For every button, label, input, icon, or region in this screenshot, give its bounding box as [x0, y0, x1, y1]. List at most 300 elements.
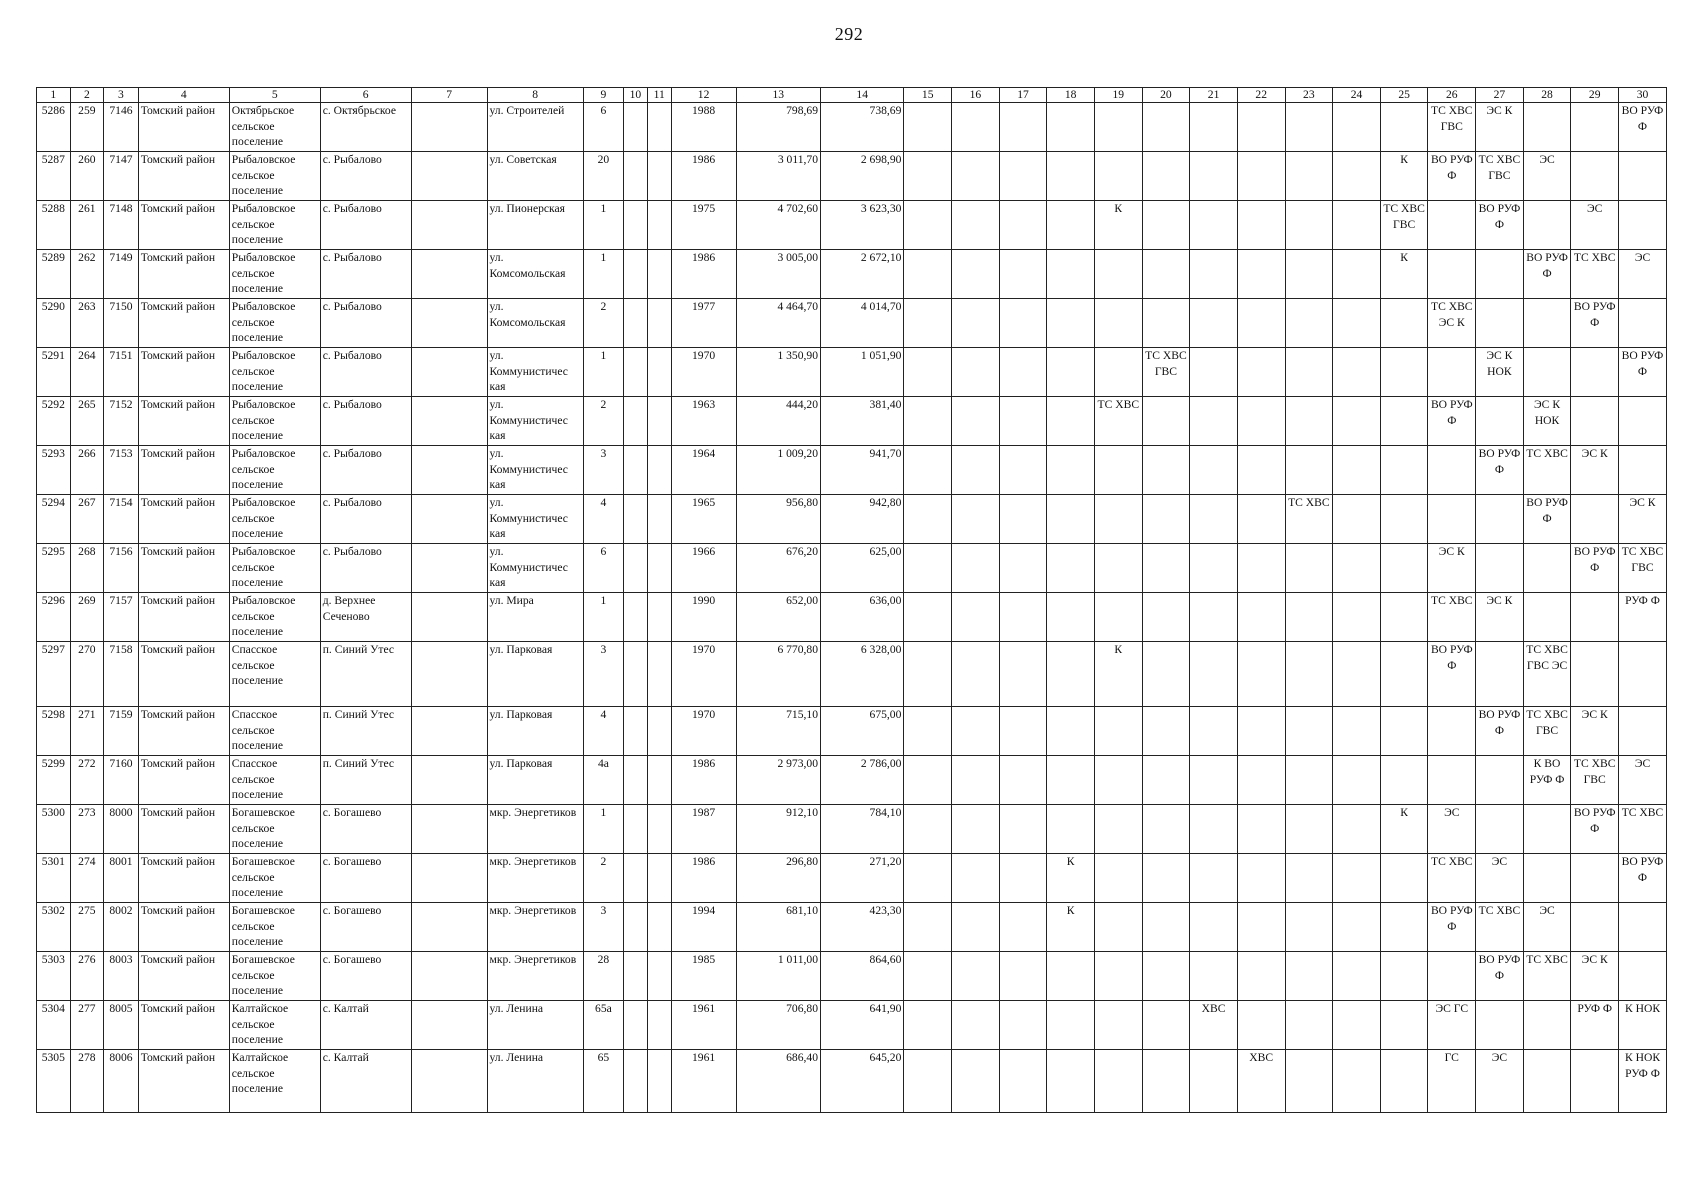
record-number: 5295: [37, 544, 71, 593]
service-cell-28: ЭС: [1523, 903, 1571, 952]
settlement-cell: Рыбаловское сельское поселение: [229, 446, 320, 495]
house-number-cell: 65: [583, 1050, 623, 1113]
service-cell-29: ЭС: [1571, 201, 1619, 250]
service-cell-19: [1094, 756, 1142, 805]
total-area-cell: 4 702,60: [736, 201, 820, 250]
service-cell-27: ЭС К: [1476, 593, 1524, 642]
living-area-cell: 864,60: [821, 952, 904, 1001]
district-cell: Томский район: [138, 952, 229, 1001]
service-cell-29: ТС ХВС ГВС: [1571, 756, 1619, 805]
settlement-cell: Спасское сельское поселение: [229, 756, 320, 805]
object-id: 7149: [104, 250, 139, 299]
service-cell-20: [1142, 152, 1190, 201]
locality-cell: с. Рыбалово: [320, 348, 411, 397]
empty-cell-7: [411, 642, 487, 707]
service-cell-23: [1285, 397, 1333, 446]
service-cell-17: [999, 756, 1047, 805]
local-number: 274: [70, 854, 104, 903]
service-cell-30: [1619, 903, 1667, 952]
service-cell-25: ТС ХВС ГВС: [1380, 201, 1428, 250]
service-cell-20: [1142, 299, 1190, 348]
local-number: 263: [70, 299, 104, 348]
service-cell-26: ЭС ГС: [1428, 1001, 1476, 1050]
service-cell-16: [952, 593, 1000, 642]
service-cell-23: [1285, 854, 1333, 903]
service-cell-24: [1333, 397, 1381, 446]
living-area-cell: 6 328,00: [821, 642, 904, 707]
empty-cell-10: [623, 299, 647, 348]
service-cell-19: [1094, 854, 1142, 903]
table-row: [37, 397, 1667, 446]
service-cell-29: [1571, 642, 1619, 707]
service-cell-25: [1380, 854, 1428, 903]
district-cell: Томский район: [138, 348, 229, 397]
record-number: 5299: [37, 756, 71, 805]
street-cell: ул. Советская: [487, 152, 583, 201]
build-year-cell: 1986: [671, 756, 736, 805]
service-cell-26: [1428, 952, 1476, 1001]
house-number-cell: 1: [583, 593, 623, 642]
empty-cell-10: [623, 593, 647, 642]
service-cell-15: [904, 299, 952, 348]
service-cell-17: [999, 152, 1047, 201]
district-cell: Томский район: [138, 152, 229, 201]
service-cell-20: [1142, 642, 1190, 707]
service-cell-17: [999, 544, 1047, 593]
build-year-cell: 1987: [671, 805, 736, 854]
settlement-cell: Рыбаловское сельское поселение: [229, 593, 320, 642]
table-row: [37, 854, 1667, 903]
service-cell-21: [1190, 544, 1238, 593]
build-year-cell: 1986: [671, 250, 736, 299]
living-area-cell: 2 672,10: [821, 250, 904, 299]
street-cell: ул. Парковая: [487, 642, 583, 707]
service-cell-30: [1619, 201, 1667, 250]
service-cell-20: [1142, 1001, 1190, 1050]
service-cell-22: [1237, 201, 1285, 250]
service-cell-24: [1333, 348, 1381, 397]
table-row: [37, 952, 1667, 1001]
service-cell-15: [904, 593, 952, 642]
service-cell-15: [904, 952, 952, 1001]
locality-cell: с. Калтай: [320, 1050, 411, 1113]
service-cell-30: ВО РУФ Ф: [1619, 348, 1667, 397]
service-cell-18: [1047, 544, 1095, 593]
service-cell-30: ЭС К: [1619, 495, 1667, 544]
locality-cell: с. Калтай: [320, 1001, 411, 1050]
service-cell-15: [904, 1050, 952, 1113]
empty-cell-7: [411, 201, 487, 250]
object-id: 7151: [104, 348, 139, 397]
service-cell-20: [1142, 952, 1190, 1001]
service-cell-22: [1237, 854, 1285, 903]
build-year-cell: 1966: [671, 544, 736, 593]
living-area-cell: 941,70: [821, 446, 904, 495]
empty-cell-10: [623, 1001, 647, 1050]
total-area-cell: 3 005,00: [736, 250, 820, 299]
service-cell-23: [1285, 152, 1333, 201]
locality-cell: с. Рыбалово: [320, 201, 411, 250]
service-cell-21: [1190, 952, 1238, 1001]
house-number-cell: 4: [583, 495, 623, 544]
table-row: [37, 495, 1667, 544]
empty-cell-11: [647, 103, 671, 152]
locality-cell: с. Богашево: [320, 952, 411, 1001]
build-year-cell: 1988: [671, 103, 736, 152]
service-cell-28: К ВО РУФ Ф: [1523, 756, 1571, 805]
total-area-cell: 798,69: [736, 103, 820, 152]
local-number: 265: [70, 397, 104, 446]
service-cell-17: [999, 1050, 1047, 1113]
table-row: [37, 903, 1667, 952]
settlement-cell: Рыбаловское сельское поселение: [229, 397, 320, 446]
column-number-6: 6: [320, 88, 411, 103]
total-area-cell: 1 009,20: [736, 446, 820, 495]
empty-cell-7: [411, 593, 487, 642]
service-cell-25: К: [1380, 152, 1428, 201]
service-cell-26: ВО РУФ Ф: [1428, 152, 1476, 201]
service-cell-21: [1190, 707, 1238, 756]
column-number-8: 8: [487, 88, 583, 103]
service-cell-28: [1523, 593, 1571, 642]
total-area-cell: 676,20: [736, 544, 820, 593]
service-cell-23: [1285, 707, 1333, 756]
column-number-4: 4: [138, 88, 229, 103]
service-cell-25: [1380, 348, 1428, 397]
empty-cell-11: [647, 805, 671, 854]
service-cell-19: К: [1094, 201, 1142, 250]
empty-cell-7: [411, 299, 487, 348]
service-cell-30: [1619, 397, 1667, 446]
service-cell-22: [1237, 544, 1285, 593]
service-cell-15: [904, 707, 952, 756]
settlement-cell: Богашевское сельское поселение: [229, 903, 320, 952]
service-cell-20: [1142, 397, 1190, 446]
service-cell-27: [1476, 756, 1524, 805]
locality-cell: с. Рыбалово: [320, 152, 411, 201]
service-cell-24: [1333, 952, 1381, 1001]
service-cell-29: [1571, 495, 1619, 544]
service-cell-21: [1190, 348, 1238, 397]
settlement-cell: Богашевское сельское поселение: [229, 952, 320, 1001]
settlement-cell: Рыбаловское сельское поселение: [229, 201, 320, 250]
service-cell-28: [1523, 1001, 1571, 1050]
service-cell-22: [1237, 903, 1285, 952]
service-cell-23: [1285, 1001, 1333, 1050]
service-cell-21: [1190, 299, 1238, 348]
service-cell-17: [999, 250, 1047, 299]
house-number-cell: 4: [583, 707, 623, 756]
service-cell-21: [1190, 250, 1238, 299]
empty-cell-10: [623, 854, 647, 903]
service-cell-28: [1523, 348, 1571, 397]
service-cell-17: [999, 854, 1047, 903]
column-number-25: 25: [1380, 88, 1428, 103]
service-cell-19: [1094, 250, 1142, 299]
column-number-21: 21: [1190, 88, 1238, 103]
service-cell-26: [1428, 446, 1476, 495]
service-cell-17: [999, 103, 1047, 152]
house-number-cell: 4а: [583, 756, 623, 805]
service-cell-19: [1094, 446, 1142, 495]
service-cell-27: ВО РУФ Ф: [1476, 201, 1524, 250]
column-number-3: 3: [104, 88, 139, 103]
service-cell-29: [1571, 152, 1619, 201]
district-cell: Томский район: [138, 250, 229, 299]
service-cell-16: [952, 903, 1000, 952]
service-cell-20: [1142, 1050, 1190, 1113]
object-id: 8006: [104, 1050, 139, 1113]
table-row: [37, 348, 1667, 397]
house-number-cell: 1: [583, 348, 623, 397]
empty-cell-11: [647, 707, 671, 756]
district-cell: Томский район: [138, 756, 229, 805]
empty-cell-11: [647, 756, 671, 805]
empty-cell-7: [411, 103, 487, 152]
service-cell-18: [1047, 397, 1095, 446]
object-id: 8001: [104, 854, 139, 903]
service-cell-23: [1285, 250, 1333, 299]
service-cell-19: [1094, 1050, 1142, 1113]
service-cell-27: [1476, 1001, 1524, 1050]
build-year-cell: 1964: [671, 446, 736, 495]
service-cell-19: [1094, 593, 1142, 642]
service-cell-23: [1285, 756, 1333, 805]
table-row: [37, 707, 1667, 756]
empty-cell-11: [647, 642, 671, 707]
empty-cell-7: [411, 952, 487, 1001]
local-number: 260: [70, 152, 104, 201]
service-cell-28: [1523, 201, 1571, 250]
record-number: 5290: [37, 299, 71, 348]
empty-cell-11: [647, 201, 671, 250]
service-cell-17: [999, 299, 1047, 348]
column-number-row: [37, 88, 1667, 103]
service-cell-15: [904, 495, 952, 544]
service-cell-22: [1237, 593, 1285, 642]
total-area-cell: 706,80: [736, 1001, 820, 1050]
service-cell-29: ВО РУФ Ф: [1571, 805, 1619, 854]
locality-cell: п. Синий Утес: [320, 707, 411, 756]
empty-cell-10: [623, 348, 647, 397]
service-cell-26: ВО РУФ Ф: [1428, 397, 1476, 446]
service-cell-25: [1380, 103, 1428, 152]
object-id: 7160: [104, 756, 139, 805]
service-cell-26: ТС ХВС: [1428, 854, 1476, 903]
column-number-26: 26: [1428, 88, 1476, 103]
street-cell: ул. Мира: [487, 593, 583, 642]
district-cell: Томский район: [138, 397, 229, 446]
service-cell-23: [1285, 1050, 1333, 1113]
service-cell-29: [1571, 903, 1619, 952]
service-cell-24: [1333, 299, 1381, 348]
service-cell-20: [1142, 707, 1190, 756]
service-cell-26: ТС ХВС ЭС К: [1428, 299, 1476, 348]
service-cell-21: [1190, 446, 1238, 495]
service-cell-17: [999, 397, 1047, 446]
service-cell-24: [1333, 201, 1381, 250]
object-id: 8005: [104, 1001, 139, 1050]
service-cell-21: [1190, 397, 1238, 446]
local-number: 268: [70, 544, 104, 593]
service-cell-25: [1380, 707, 1428, 756]
service-cell-29: [1571, 103, 1619, 152]
street-cell: мкр. Энергетиков: [487, 903, 583, 952]
column-number-30: 30: [1619, 88, 1667, 103]
build-year-cell: 1994: [671, 903, 736, 952]
service-cell-17: [999, 201, 1047, 250]
living-area-cell: 942,80: [821, 495, 904, 544]
service-cell-19: [1094, 348, 1142, 397]
service-cell-29: [1571, 397, 1619, 446]
empty-cell-10: [623, 152, 647, 201]
district-cell: Томский район: [138, 854, 229, 903]
empty-cell-7: [411, 397, 487, 446]
service-cell-19: ТС ХВС: [1094, 397, 1142, 446]
street-cell: ул. Коммунистичес кая: [487, 495, 583, 544]
service-cell-25: К: [1380, 805, 1428, 854]
district-cell: Томский район: [138, 805, 229, 854]
district-cell: Томский район: [138, 1001, 229, 1050]
service-cell-18: [1047, 495, 1095, 544]
service-cell-29: ЭС К: [1571, 707, 1619, 756]
service-cell-20: [1142, 805, 1190, 854]
service-cell-18: [1047, 1001, 1095, 1050]
service-cell-26: [1428, 201, 1476, 250]
service-cell-17: [999, 446, 1047, 495]
house-number-cell: 65а: [583, 1001, 623, 1050]
service-cell-27: ВО РУФ Ф: [1476, 707, 1524, 756]
street-cell: ул. Парковая: [487, 756, 583, 805]
locality-cell: п. Синий Утес: [320, 642, 411, 707]
empty-cell-10: [623, 707, 647, 756]
table-row: [37, 446, 1667, 495]
service-cell-20: [1142, 103, 1190, 152]
record-number: 5289: [37, 250, 71, 299]
service-cell-15: [904, 1001, 952, 1050]
column-number-24: 24: [1333, 88, 1381, 103]
service-cell-17: [999, 1001, 1047, 1050]
column-number-17: 17: [999, 88, 1047, 103]
record-number: 5301: [37, 854, 71, 903]
street-cell: ул. Коммунистичес кая: [487, 397, 583, 446]
service-cell-15: [904, 642, 952, 707]
service-cell-20: [1142, 446, 1190, 495]
local-number: 272: [70, 756, 104, 805]
local-number: 269: [70, 593, 104, 642]
column-number-23: 23: [1285, 88, 1333, 103]
service-cell-16: [952, 152, 1000, 201]
service-cell-21: [1190, 903, 1238, 952]
service-cell-25: [1380, 299, 1428, 348]
service-cell-27: ЭС К НОК: [1476, 348, 1524, 397]
column-number-2: 2: [70, 88, 104, 103]
empty-cell-10: [623, 805, 647, 854]
service-cell-24: [1333, 250, 1381, 299]
object-id: 7153: [104, 446, 139, 495]
service-cell-29: [1571, 1050, 1619, 1113]
total-area-cell: 4 464,70: [736, 299, 820, 348]
service-cell-15: [904, 201, 952, 250]
service-cell-27: [1476, 642, 1524, 707]
local-number: 262: [70, 250, 104, 299]
local-number: 276: [70, 952, 104, 1001]
house-number-cell: 3: [583, 446, 623, 495]
service-cell-15: [904, 544, 952, 593]
total-area-cell: 715,10: [736, 707, 820, 756]
district-cell: Томский район: [138, 593, 229, 642]
service-cell-17: [999, 642, 1047, 707]
empty-cell-11: [647, 593, 671, 642]
empty-cell-7: [411, 1050, 487, 1113]
service-cell-26: [1428, 707, 1476, 756]
service-cell-26: ТС ХВС ГВС: [1428, 103, 1476, 152]
service-cell-21: [1190, 593, 1238, 642]
service-cell-18: [1047, 593, 1095, 642]
local-number: 266: [70, 446, 104, 495]
service-cell-15: [904, 397, 952, 446]
service-cell-16: [952, 397, 1000, 446]
service-cell-30: К НОК: [1619, 1001, 1667, 1050]
service-cell-28: ТС ХВС ГВС: [1523, 707, 1571, 756]
record-number: 5288: [37, 201, 71, 250]
service-cell-22: [1237, 397, 1285, 446]
empty-cell-7: [411, 544, 487, 593]
empty-cell-10: [623, 952, 647, 1001]
build-year-cell: 1977: [671, 299, 736, 348]
service-cell-15: [904, 103, 952, 152]
service-cell-24: [1333, 544, 1381, 593]
object-id: 7158: [104, 642, 139, 707]
living-area-cell: 636,00: [821, 593, 904, 642]
local-number: 270: [70, 642, 104, 707]
house-number-cell: 2: [583, 299, 623, 348]
service-cell-21: [1190, 201, 1238, 250]
service-cell-19: [1094, 903, 1142, 952]
total-area-cell: 6 770,80: [736, 642, 820, 707]
service-cell-30: [1619, 299, 1667, 348]
table-row: [37, 593, 1667, 642]
table-row: [37, 544, 1667, 593]
column-number-15: 15: [904, 88, 952, 103]
service-cell-21: [1190, 642, 1238, 707]
locality-cell: с. Октябрьское: [320, 103, 411, 152]
service-cell-24: [1333, 707, 1381, 756]
service-cell-17: [999, 903, 1047, 952]
district-cell: Томский район: [138, 544, 229, 593]
settlement-cell: Калтайское сельское поселение: [229, 1001, 320, 1050]
service-cell-26: ЭС К: [1428, 544, 1476, 593]
empty-cell-11: [647, 495, 671, 544]
table-row: [37, 642, 1667, 707]
build-year-cell: 1970: [671, 348, 736, 397]
service-cell-24: [1333, 805, 1381, 854]
living-area-cell: 271,20: [821, 854, 904, 903]
service-cell-24: [1333, 903, 1381, 952]
column-number-18: 18: [1047, 88, 1095, 103]
locality-cell: с. Богашево: [320, 903, 411, 952]
empty-cell-11: [647, 152, 671, 201]
service-cell-25: [1380, 903, 1428, 952]
service-cell-25: [1380, 593, 1428, 642]
service-cell-23: [1285, 544, 1333, 593]
service-cell-22: [1237, 103, 1285, 152]
service-cell-27: ТС ХВС: [1476, 903, 1524, 952]
build-year-cell: 1963: [671, 397, 736, 446]
district-cell: Томский район: [138, 446, 229, 495]
service-cell-27: [1476, 299, 1524, 348]
record-number: 5286: [37, 103, 71, 152]
